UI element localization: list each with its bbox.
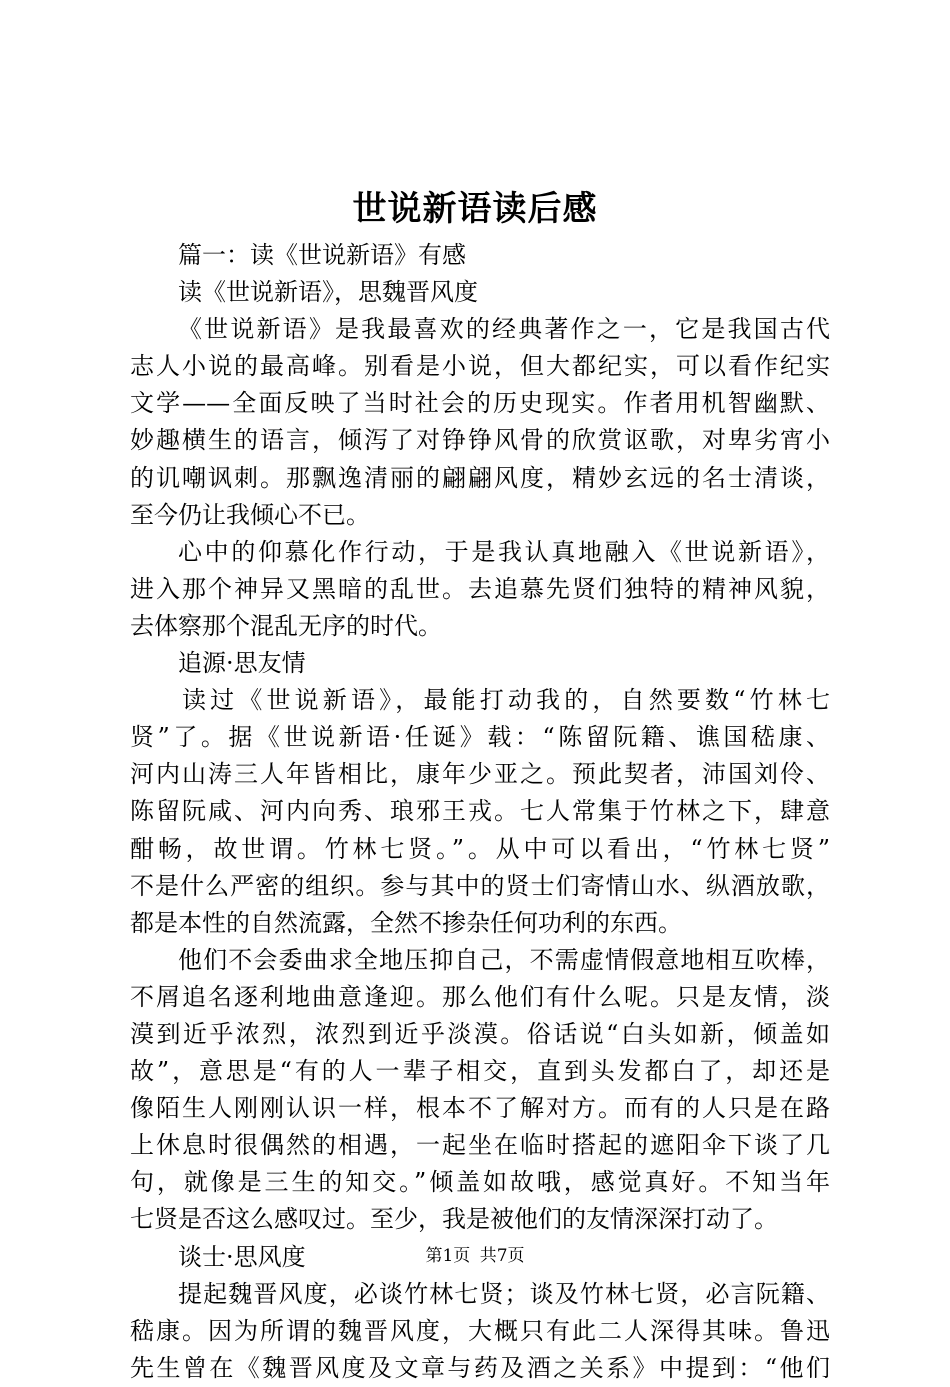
paragraph-line: 心中的仰慕化作行动，于是我认真地融入《世说新语》， xyxy=(178,537,830,566)
paragraph-line: 嵇康。因为所谓的魏晋风度，大概只有此二人深得其味。鲁迅 xyxy=(130,1316,830,1345)
paragraph-line: 去体察那个混乱无序的时代。 xyxy=(130,611,442,640)
paragraph-line: 陈留阮咸、河内向秀、琅邪王戎。七人常集于竹林之下，肆意 xyxy=(130,797,830,826)
paragraph-line: 志人小说的最高峰。别看是小说，但大都纪实，可以看作纪实 xyxy=(130,352,830,381)
paragraph-line: 不屑追名逐利地曲意逢迎。那么他们有什么呢。只是友情，淡 xyxy=(130,982,830,1011)
section-subheading: 读《世说新语》，思魏晋风度 xyxy=(178,278,478,307)
paragraph-line: 提起魏晋风度，必谈竹林七贤；谈及竹林七贤，必言阮籍、 xyxy=(178,1279,830,1308)
paragraph-line: 都是本性的自然流露，全然不掺杂任何功利的东西。 xyxy=(130,908,682,937)
paragraph-line: 先生曾在《魏晋风度及文章与药及酒之关系》中提到：“他们 xyxy=(130,1353,830,1382)
paragraph-line: 七贤是否这么感叹过。至少，我是被他们的友情深深打动了。 xyxy=(130,1205,778,1234)
paragraph-line: 漠到近乎浓烈，浓烈到近乎淡漠。俗话说“白头如新，倾盖如 xyxy=(130,1019,830,1048)
paragraph-line: 读过《世说新语》，最能打动我的，自然要数“竹林七 xyxy=(182,686,830,715)
paragraph-line: 至今仍让我倾心不已。 xyxy=(130,500,370,529)
section-heading: 谈士·思风度 xyxy=(178,1242,306,1271)
paragraph-line: 不是什么严密的组织。参与其中的贤士们寄情山水、纵酒放歌， xyxy=(130,871,830,900)
paragraph-line: 文学——全面反映了当时社会的历史现实。作者用机智幽默、 xyxy=(130,389,830,418)
section-heading: 追源·思友情 xyxy=(178,649,306,678)
page-total: 共7页 xyxy=(479,1246,525,1266)
document-body xyxy=(130,237,830,1387)
page-number: 第1页 xyxy=(425,1246,471,1266)
paragraph-line: 像陌生人刚刚认识一样，根本不了解对方。而有的人只是在路 xyxy=(130,1094,830,1123)
paragraph-line: 的讥嘲讽刺。那飘逸清丽的翩翩风度，精妙玄远的名士清谈， xyxy=(130,463,830,492)
paragraph-line: 贤”了。据《世说新语·任诞》载：“陈留阮籍、谯国嵇康、 xyxy=(130,723,830,752)
section-heading: 篇一：读《世说新语》有感 xyxy=(178,241,466,269)
document-title: 世说新语读后感 xyxy=(352,189,598,229)
paragraph-line: 进入那个神异又黑暗的乱世。去追慕先贤们独特的精神风貌， xyxy=(130,574,830,603)
paragraph-line: 句，就像是三生的知交。”倾盖如故哦，感觉真好。不知当年 xyxy=(130,1168,830,1197)
paragraph-line: 河内山涛三人年皆相比，康年少亚之。预此契者，沛国刘伶、 xyxy=(130,760,830,789)
paragraph-line: 他们不会委曲求全地压抑自己，不需虚情假意地相互吹棒， xyxy=(178,945,830,974)
paragraph-line: 《世说新语》是我最喜欢的经典著作之一，它是我国古代 xyxy=(178,315,830,344)
page-footer xyxy=(0,1244,950,1268)
paragraph-line: 故”，意思是“有的人一辈子相交，直到头发都白了，却还是 xyxy=(130,1057,830,1086)
paragraph-line: 上休息时很偶然的相遇，一起坐在临时搭起的遮阳伞下谈了几 xyxy=(130,1131,830,1160)
paragraph-line: 妙趣横生的语言，倾泻了对铮铮风骨的欣赏讴歌，对卑劣宵小 xyxy=(130,426,830,455)
paragraph-line: 酣畅，故世谓。竹林七贤。”。从中可以看出，“竹林七贤” xyxy=(130,834,830,863)
